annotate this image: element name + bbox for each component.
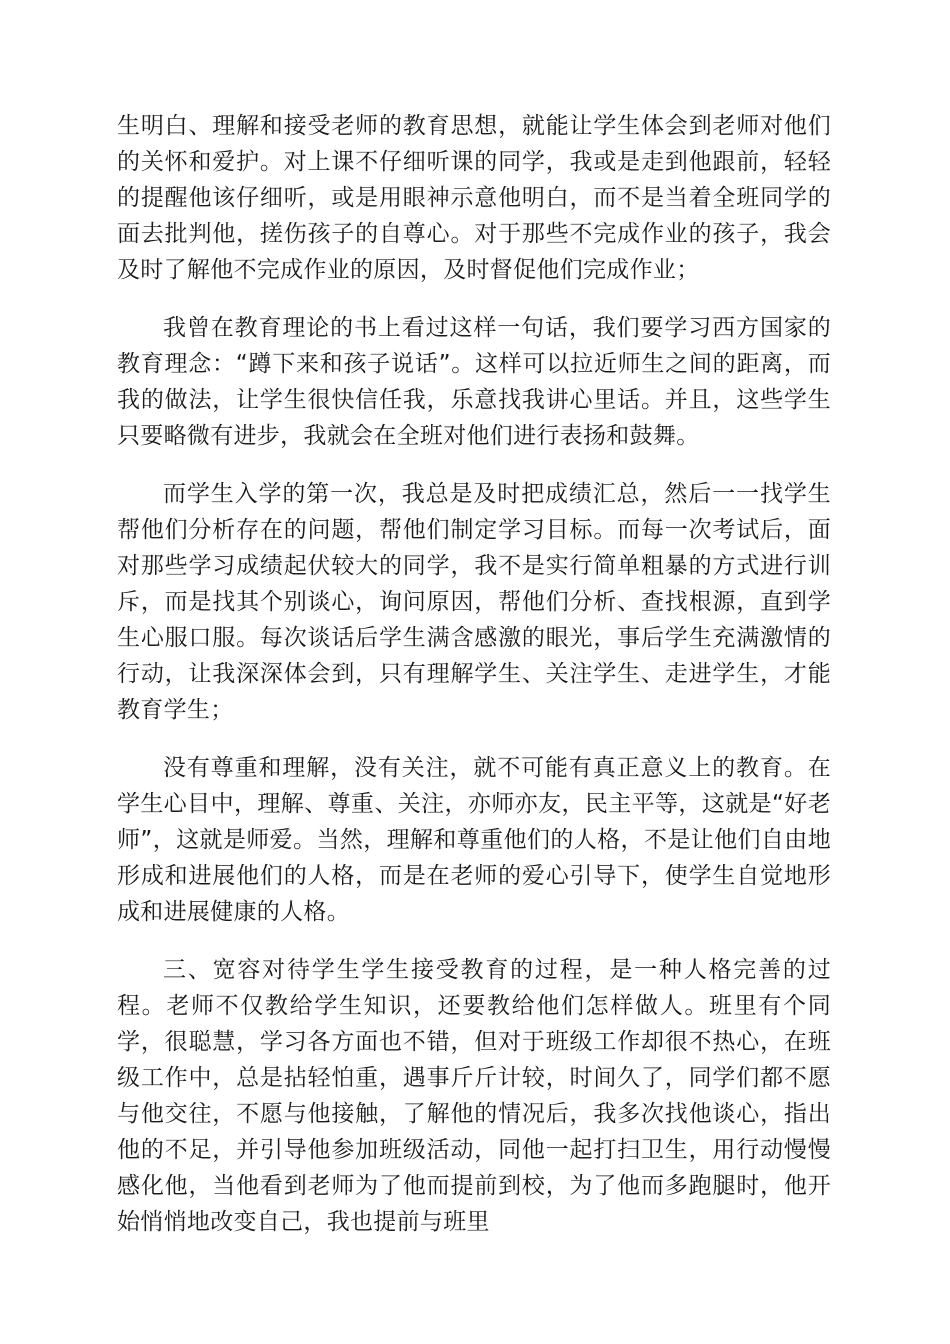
paragraph-4: 没有尊重和理解，没有关注，就不可能有真正意义上的教育。在学生心目中，理解、尊重、关注，亦师亦友，民主平等，这就是“好老师”，这就是师爱。当然，理解和尊重他们的人格，不是让他们自由地形成和进展他们的人格，而是在老师的爱心引导下，使学生自觉地形成和进展健康的人格。 [117,755,831,925]
paragraph-2: 我曾在教育理论的书上看过这样一句话，我们要学习西方国家的教育理念：“蹲下来和孩子说话”。这样可以拉近师生之间的距离，而我的做法，让学生很快信任我，乐意找我讲心里话。并且，这些学生只要略微有进步，我就会在全班对他们进行表扬和鼓舞。 [117,315,831,449]
paragraph-5: 三、宽容对待学生学生接受教育的过程，是一种人格完善的过程。老师不仅教给学生知识，还要教给他们怎样做人。班里有个同学，很聪慧，学习各方面也不错，但对于班级工作却很不热心，在班级工作中，总是拈轻怕重，遇事斤斤计较，时间久了，同学们都不愿与他交往，不愿与他接触，了解他的情况后，我多次找他谈心，指出他的不足，并引导他参加班级活动，同他一起打扫卫生，用行动慢慢感化他，当他看到老师为了他而提前到校，为了他而多跑腿时，他开始悄悄地改变自己，我也提前与班里 [117,957,831,1235]
document-body [117,108,831,1262]
paragraph-1: 生明白、理解和接受老师的教育思想，就能让学生体会到老师对他们的关怀和爱护。对上课不仔细听课的同学，我或是走到他跟前，轻轻的提醒他该仔细听，或是用眼神示意他明白，而不是当着全班同学的面去批判他，搓伤孩子的自尊心。对于那些不完成作业的孩子，我会及时了解他不完成作业的原因，及时督促他们完成作业； [117,113,831,283]
paragraph-3: 而学生入学的第一次，我总是及时把成绩汇总，然后一一找学生帮他们分析存在的问题，帮他们制定学习目标。而每一次考试后，面对那些学习成绩起伏较大的同学，我不是实行简单粗暴的方式进行训斥，而是找其个别谈心，询问原因，帮他们分析、查找根源，直到学生心服口服。每次谈话后学生满含感激的眼光，事后学生充满激情的行动，让我深深体会到，只有理解学生、关注学生、走进学生，才能教育学生； [117,481,831,723]
